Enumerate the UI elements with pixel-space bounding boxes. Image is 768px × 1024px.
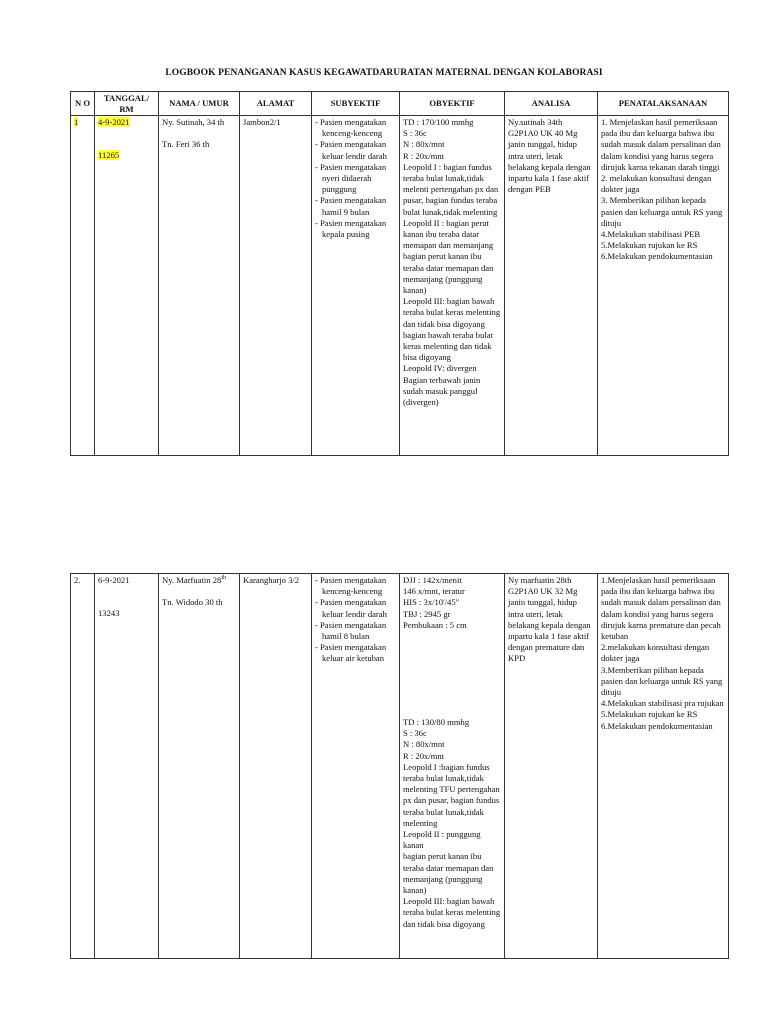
obyektif-line: Pembukaan : 5 cm bbox=[403, 619, 467, 630]
obyektif-line: Leopold I : bagian fundus teraba bulat lunak,tidak melenti pertengahan px dan pusar, bagian fundus teraba bulat lunak,tidak melenting bbox=[403, 161, 499, 217]
penatalaksanaan-line: 4.Melakukan stabilisasi pra rujukan bbox=[601, 698, 724, 709]
case-2-alamat: Karangharjo 3/2 bbox=[240, 574, 312, 959]
obyektif-line: R : 20x/mnt bbox=[403, 150, 445, 161]
header-nama: NAMA / UMUR bbox=[159, 92, 240, 116]
obyektif-line: S : 36c bbox=[403, 128, 427, 139]
logbook-table-2 bbox=[70, 573, 729, 959]
obyektif-line: R : 20x/mnt bbox=[403, 750, 445, 761]
penatalaksanaan-line: 6.Melakukan pendokumentasian bbox=[601, 251, 713, 262]
penatalaksanaan-line: 4.Melakukan stabilisasi PEB bbox=[601, 229, 701, 240]
case-2-subyektif-cell bbox=[312, 574, 400, 959]
obyektif-line: DJJ : 142x/menit bbox=[403, 575, 462, 585]
case-row-1 bbox=[71, 116, 729, 456]
obyektif-line: TD : 170/100 mmhg bbox=[403, 117, 474, 127]
obyektif-line: TBJ : 2945 gr bbox=[403, 608, 451, 619]
case-2-rm: 13243 bbox=[98, 608, 120, 619]
case-1-tanggal-cell bbox=[95, 116, 159, 456]
header-no: N O bbox=[71, 92, 95, 116]
case-2-analisa: Ny marfuatin 28th G2P1A0 UK 32 Mg janin tunggal, hidup intra uteri, letak belakang kepala dengan inpartu kala 1 fase aktif dengan premature dan KPD bbox=[505, 574, 598, 959]
subyektif-item: - Pasien mengatakan keluar air ketuban bbox=[315, 642, 396, 664]
obyektif-line: bagian bawah teraba bulat keras melenting dan tidak bisa digoyang bbox=[403, 329, 493, 363]
case-1-obyektif-cell bbox=[400, 116, 505, 456]
case-2-nama-ibu: Ny. Marfuatin 28th bbox=[162, 575, 227, 585]
case-1-alamat: Jambon2/1 bbox=[240, 116, 312, 456]
obyektif-line: Leopold III: bagian bawah teraba bulat keras melenting dan tidak bisa digoyang bbox=[403, 896, 501, 929]
subyektif-item: - Pasien mengatakan kenceng-kenceng bbox=[315, 117, 396, 139]
obyektif-line: HIS : 3x/10'/45" bbox=[403, 597, 460, 608]
obyektif-line: S : 36c bbox=[403, 728, 427, 739]
header-row bbox=[71, 92, 729, 116]
penatalaksanaan-line: 1.Menjelaskan hasil pemeriksaan pada ibu dan keluarga bahwa ibu sudah masuk dalam persalinan dan dalam kondisi yang harus segera dirujuk karna premature dan pecah ketuban bbox=[601, 575, 721, 642]
case-1-nama-suami: Tn. Feri 36 th bbox=[162, 139, 210, 150]
header-analisa: ANALISA bbox=[505, 92, 598, 116]
case-1-nama-cell bbox=[159, 116, 240, 456]
case-1-tanggal: 4-9-2021 bbox=[98, 117, 130, 127]
penatalaksanaan-line: 5.Melakukan rujukan ke RS bbox=[601, 709, 698, 720]
penatalaksanaan-line: 1. Menjelaskan hasil pemeriksaan pada ibu dan keluarga bahwa ibu sudah masuk dalam persalinan dan dalam kondisi yang harus segera dirujuk karna tekanan darah tinggi bbox=[601, 117, 721, 172]
penatalaksanaan-line: 5.Melakukan rujukan ke RS bbox=[601, 240, 698, 251]
subyektif-item: - Pasien mengatakan nyeri didaerah punggung bbox=[315, 162, 396, 196]
subyektif-item: - Pasien mengatakan keluar lendir darah bbox=[315, 597, 396, 619]
header-obyektif: OBYEKTIF bbox=[400, 92, 505, 116]
case-1-subyektif-cell bbox=[312, 116, 400, 456]
subyektif-item: - Pasien mengatakan keluar lendir darah bbox=[315, 139, 396, 161]
case-1-nama-ibu: Ny. Sutinah, 34 th bbox=[162, 117, 225, 127]
case-1-no-cell bbox=[71, 116, 95, 456]
header-tanggal: TANGGAL/ RM bbox=[95, 92, 159, 116]
obyektif-line: Leopold II : punggung kanan bbox=[403, 829, 481, 851]
document-title: LOGBOOK PENANGANAN KASUS KEGAWATDARURATAN MATERNAL DENGAN KOLABORASI bbox=[165, 68, 603, 78]
case-2-no: 2. bbox=[71, 574, 95, 959]
obyektif-line: bagian perut kanan ibu teraba datar memapan dan memanjang (punggung kanan) bbox=[403, 251, 494, 296]
case-2-tanggal: 6-9-2021 bbox=[98, 575, 130, 585]
header-penatalaksanaan: PENATALAKSANAAN bbox=[598, 92, 729, 116]
obyektif-line: N : 80x/mnt bbox=[403, 139, 445, 150]
penatalaksanaan-line: 2. melakukan konsultasi dengan dokter jaga bbox=[601, 173, 712, 195]
header-subyektif: SUBYEKTIF bbox=[312, 92, 400, 116]
obyektif-line: bagian perut kanan ibu teraba datar memapan dan memanjang (punggung kanan) bbox=[403, 851, 494, 896]
penatalaksanaan-line: 3. Memberikan pilihan kepada pasien dan keluarga untuk RS yang dituju bbox=[601, 195, 723, 228]
case-1-penatalaksanaan-cell bbox=[598, 116, 729, 456]
obyektif-line: Leopold II : bagian perut kanan ibu teraba datar memapan dan memanjang bbox=[403, 217, 494, 251]
case-2-nama-cell bbox=[159, 574, 240, 959]
obyektif-line: N : 80x/mnt bbox=[403, 739, 445, 750]
obyektif-line: 146 x/mnt, teratur bbox=[403, 586, 465, 597]
logbook-table-1 bbox=[70, 91, 729, 456]
case-2-tanggal-cell bbox=[95, 574, 159, 959]
header-alamat: ALAMAT bbox=[240, 92, 312, 116]
obyektif-line: Leopold III: bagian bawah teraba bulat keras melenting dan tidak bisa digoyang bbox=[403, 296, 501, 329]
obyektif-line: Leopold I :bagian fundus teraba bulat lunak,tidak melenting TFU pertengahan px dan pusar, bagian fundus teraba bulat lunak,tidak melenting bbox=[403, 761, 500, 828]
penatalaksanaan-line: 3.Memberikan pilihan kepada pasien dan keluarga untuk RS yang dituju bbox=[601, 664, 723, 698]
subyektif-item: - Pasien mengatakan kepala pusing bbox=[315, 218, 396, 240]
case-2-obyektif-cell bbox=[400, 574, 505, 959]
case-2-penatalaksanaan-cell bbox=[598, 574, 729, 959]
obyektif-line: Leopold IV: divergen bbox=[403, 363, 477, 374]
obyektif-line: Bagian terbawah janin sudah masuk panggul (divergen) bbox=[403, 374, 481, 408]
subyektif-item: - Pasien mengatakan hamil 9 bulan bbox=[315, 195, 396, 217]
case-row-2 bbox=[71, 574, 729, 959]
case-2-nama-suami: Tn. Widodo 30 th bbox=[162, 597, 223, 608]
subyektif-item: - Pasien mengatakan hamil 8 bulan bbox=[315, 620, 396, 642]
case-1-no: 1 bbox=[74, 117, 79, 127]
penatalaksanaan-line: 2.melakukan konsultasi dengan dokter jaga bbox=[601, 642, 710, 664]
subyektif-item: - Pasien mengatakan kenceng-kenceng bbox=[315, 575, 396, 597]
obyektif-line: TD : 130/80 mmhg bbox=[403, 717, 470, 728]
penatalaksanaan-line: 6.Melakukan pendokumentasian bbox=[601, 720, 713, 731]
case-1-rm: 11265 bbox=[98, 150, 120, 161]
case-1-analisa: Ny.sutinah 34th G2P1A0 UK 40 Mg janin tunggal, hidup intra uteri, letak belakang kepala dengan inpartu kala 1 fase aktif dengan PEB bbox=[505, 116, 598, 456]
